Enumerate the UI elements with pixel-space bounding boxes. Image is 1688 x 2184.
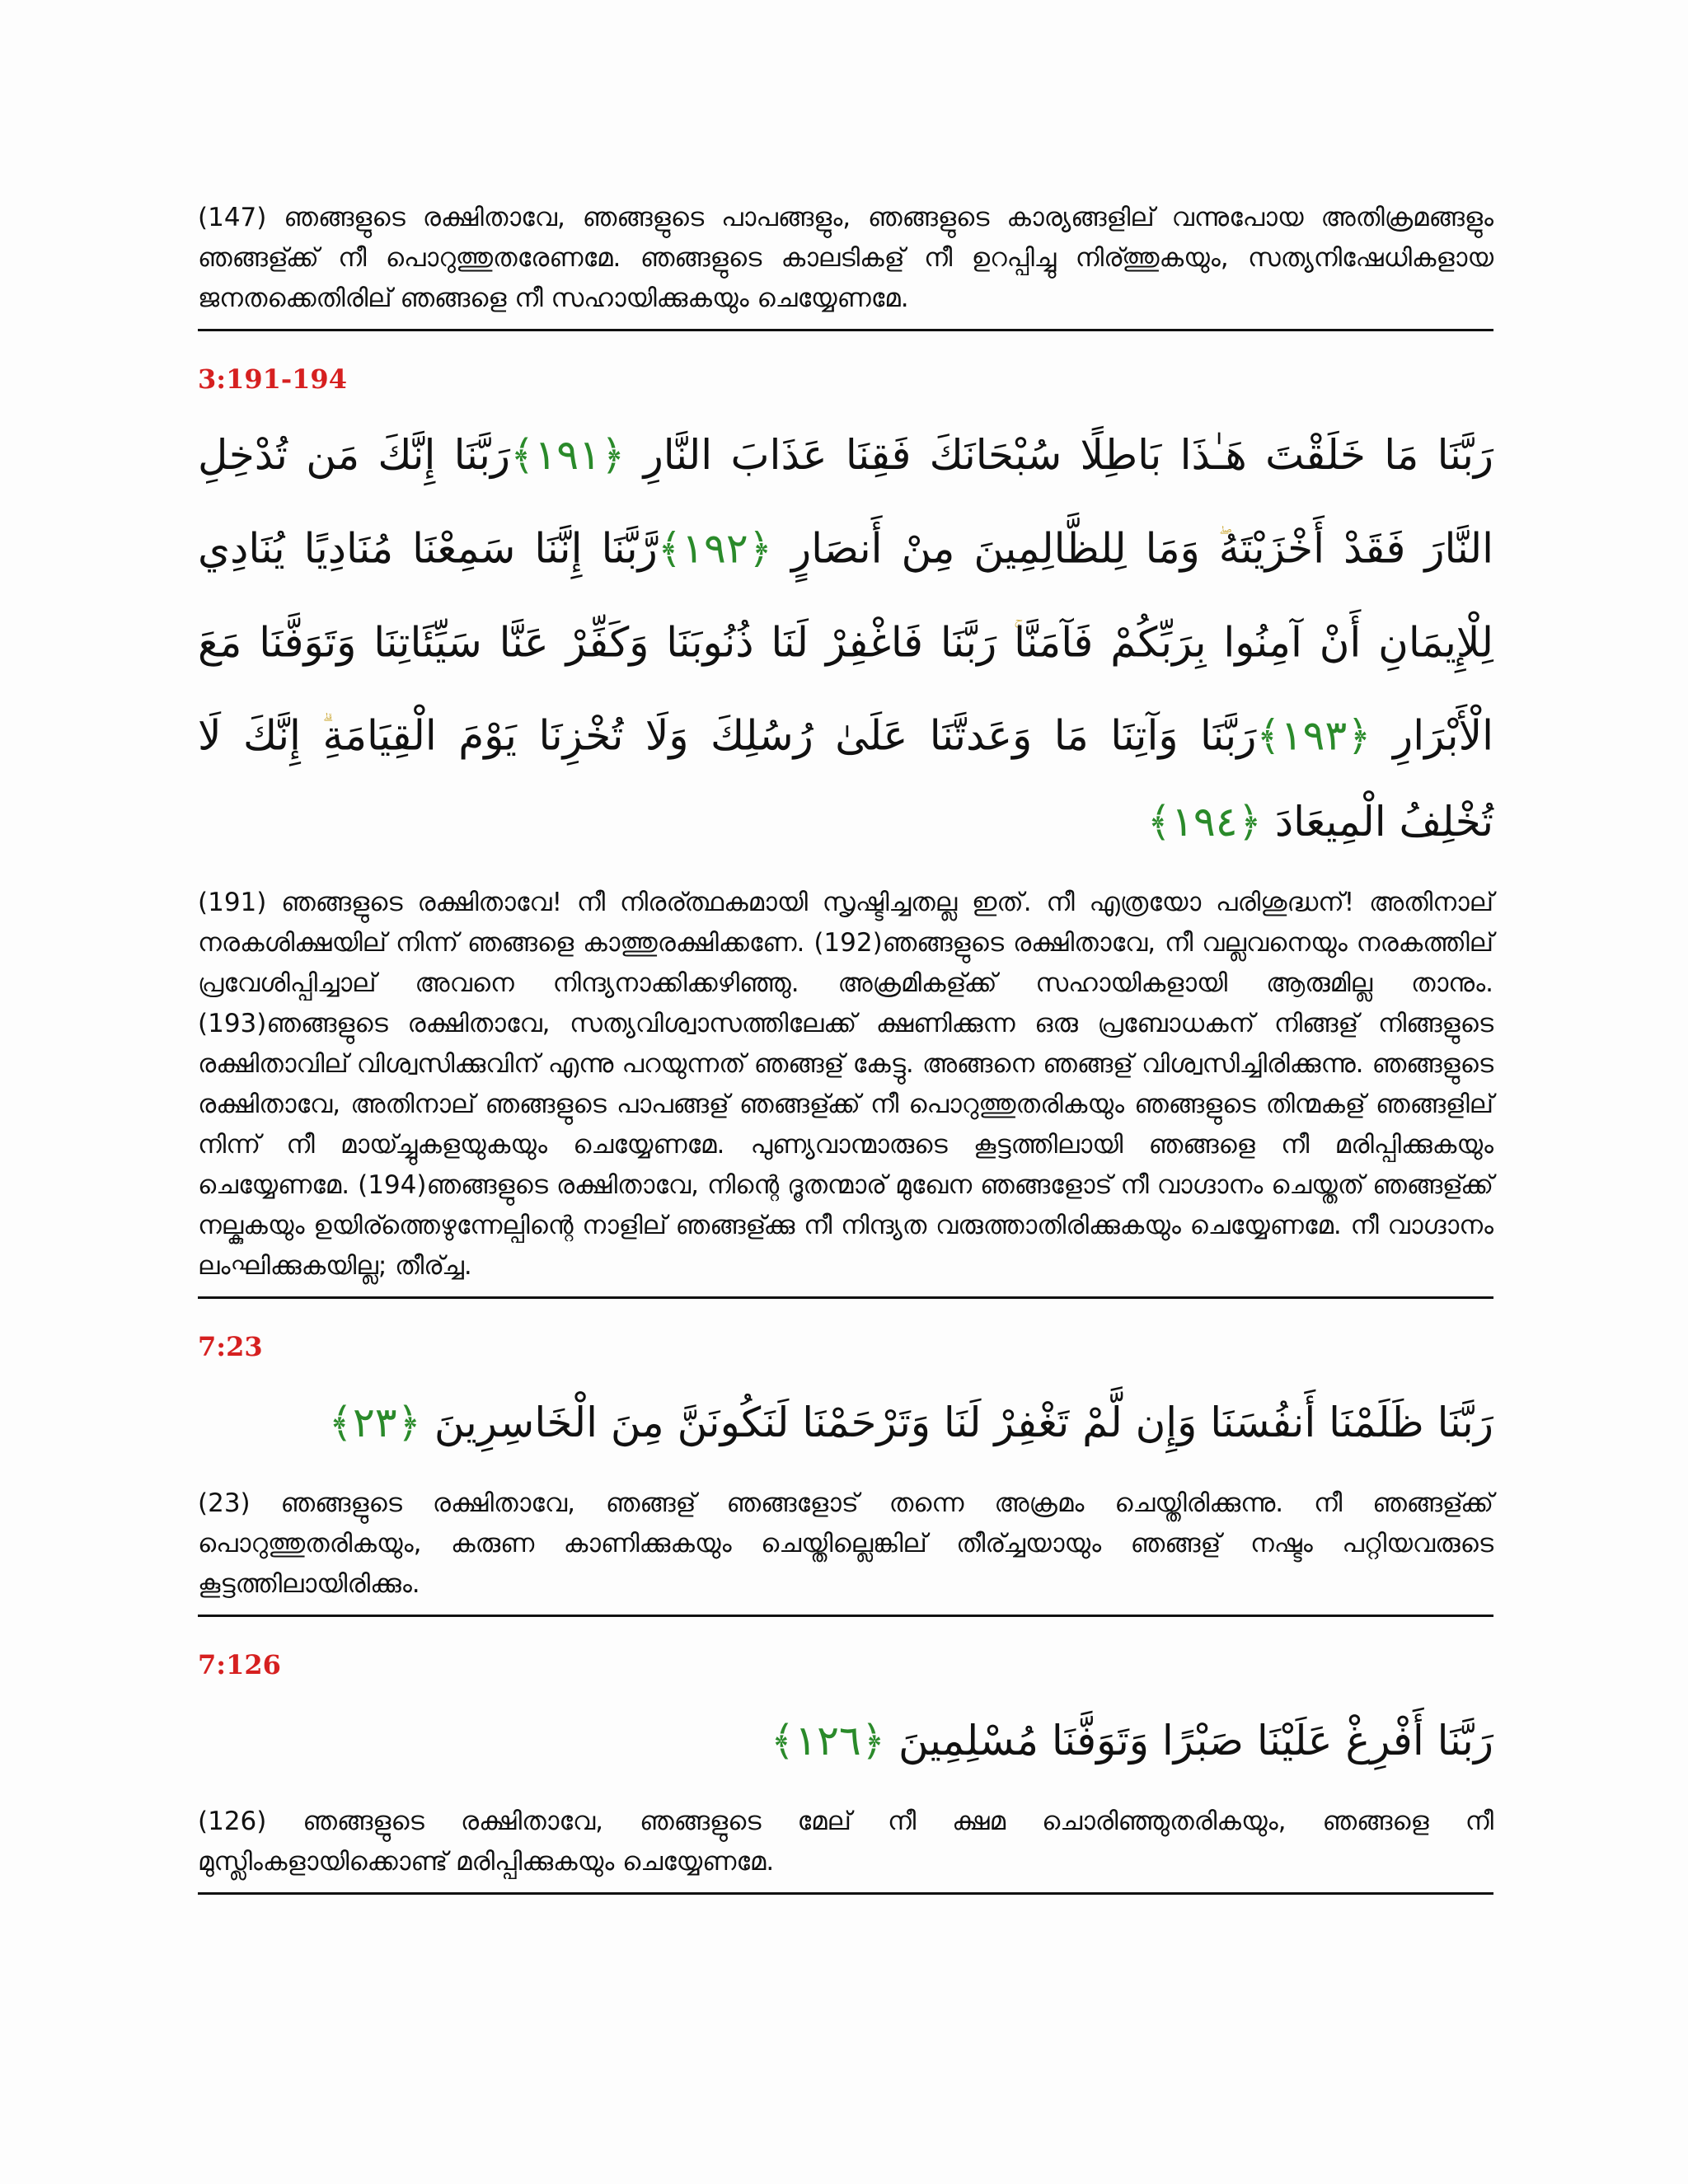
verse-reference: 3:191-194 xyxy=(198,363,347,395)
ayah-number-marker: ﴿١٩١﴾ xyxy=(510,431,626,479)
ayah-number-marker: ﴿١٩٢﴾ xyxy=(657,524,772,573)
ayah-number-marker: ﴿١٩٤﴾ xyxy=(1146,797,1262,846)
arabic-segment: وَمَا لِلظَّالِمِينَ مِنْ أَنصَارٍ xyxy=(790,524,1200,573)
ayah-number-marker: ﴿١٢٦﴾ xyxy=(770,1716,886,1765)
ayah-number-marker: ﴿١٩٣﴾ xyxy=(1256,711,1372,760)
section-divider xyxy=(198,1892,1493,1895)
arabic-segment: رَّبَّنَا إِنَّنَا سَمِعْنَا مُنَادِيًا يُنَادِي لِلْإِيمَانِ أَنْ آمِنُوا بِرَبِّكُمْ فَآمَنَّا xyxy=(198,524,1493,667)
section-divider xyxy=(198,1615,1493,1617)
arabic-segment: إِنَّكَ لَا تُخْلِفُ الْمِيعَادَ xyxy=(198,711,1493,846)
arabic-verse-text xyxy=(198,1380,1493,1465)
section-3-191-194 xyxy=(198,363,1493,1299)
arabic-segment: رَبَّنَا أَفْرِغْ عَلَيْنَا صَبْرًا وَتَوَفَّنَا مُسْلِمِينَ xyxy=(898,1716,1493,1765)
verse-reference: 7:23 xyxy=(198,1330,263,1362)
translation-126: (126) ഞങ്ങളുടെ രക്ഷിതാവേ, ഞങ്ങളുടെ മേല് നീ ക്ഷമ ചൊരിഞ്ഞുതരികയും, ഞങ്ങളെ നീ മുസ്ലിംകളായിക്കൊണ്ട് മരിപ്പിക്കുകയും ചെയ്യേണമേ. xyxy=(198,1806,1493,1877)
arabic-segment: رَبَّنَا وَآتِنَا مَا وَعَدتَّنَا عَلَىٰ رُسُلِكَ وَلَا تُخْزِنَا يَوْمَ الْقِيَامَةِ xyxy=(322,711,1257,760)
section-147 xyxy=(198,198,1493,331)
translation-191-194: (191) ഞങ്ങളുടെ രക്ഷിതാവേ! നീ നിരര്ത്ഥകമായി സൃഷ്ടിച്ചതല്ല ഇത്. നീ എത്രയോ പരിശുദ്ധന്! അതിനാല് നരകശിക്ഷയില് നിന്ന് ഞങ്ങളെ കാത്തുരക്ഷിക്കണേ. (192)ഞങ്ങളുടെ രക്ഷിതാവേ, നീ വല്ലവനെയും നരകത്തില് പ്രവേശിപ്പിച്ചാല് അവനെ നിന്ദ്യനാക്കിക്കഴിഞ്ഞു. അക്രമികള്ക്ക് സഹായികളായി ആരുമില്ല താനും. (193)ഞങ്ങളുടെ രക്ഷിതാവേ, സത്യവിശ്വാസത്തിലേക്ക് ക്ഷണിക്കുന്ന ഒരു പ്രബോധകന് നിങ്ങള് നിങ്ങളുടെ രക്ഷിതാവില് വിശ്വസിക്കുവിന് എന്നു പറയുന്നത് ഞങ്ങള് കേട്ടു. അങ്ങനെ ഞങ്ങള് വിശ്വസിച്ചിരിക്കുന്നു. ഞങ്ങളുടെ രക്ഷിതാവേ, അതിനാല് ഞങ്ങളുടെ പാപങ്ങള് ഞങ്ങള്ക്ക് നീ പൊറുത്തുതരികയും ഞങ്ങളുടെ തിന്മകള് ഞങ്ങളില് നിന്ന് നീ മായ്ച്ചുകളയുകയും ചെയ്യേണമേ. പുണ്യവാന്മാരുടെ കൂട്ടത്തിലായി ഞങ്ങളെ നീ മരിപ്പിക്കുകയും ചെയ്യേണമേ. (194)ഞങ്ങളുടെ രക്ഷിതാവേ, നിന്റെ ദൂതന്മാര് മുഖേന ഞങ്ങളോട് നീ വാഗ്ദാനം ചെയ്തത് ഞങ്ങള്ക്ക് നല്കുകയും ഉയിര്ത്തെഴുന്നേല്പിന്റെ നാളില് ഞങ്ങള്ക്കു നീ നിന്ദ്യത വരുത്താതിരിക്കുകയും ചെയ്യേണമേ. നീ വാഗ്ദാനം ലംഘിക്കുകയില്ല; തീര്ച്ച. xyxy=(198,887,1493,1281)
translation-23: (23) ഞങ്ങളുടെ രക്ഷിതാവേ, ഞങ്ങള് ഞങ്ങളോട് തന്നെ അക്രമം ചെയ്തിരിക്കുന്നു. നീ ഞങ്ങള്ക്ക് പൊറുത്തുതരികയും, കരുണ കാണിക്കുകയും ചെയ്തില്ലെങ്കില് തീര്ച്ചയായും ഞങ്ങള് നഷ്ടം പറ്റിയവരുടെ കൂട്ടത്തിലായിരിക്കും. xyxy=(198,1488,1493,1599)
arabic-verse-text xyxy=(198,412,1493,865)
section-divider xyxy=(198,329,1493,331)
ayah-number-marker: ﴿٢٣﴾ xyxy=(328,1398,421,1446)
section-7-23 xyxy=(198,1330,1493,1617)
arabic-segment: رَبَّنَا فَاغْفِرْ لَنَا ذُنُوبَنَا وَكَفِّرْ عَنَّا سَيِّئَاتِنَا وَتَوَفَّنَا مَعَ الْأَبْرَارِ xyxy=(198,618,1493,760)
arabic-segment: رَبَّنَا إِنَّكَ مَن تُدْخِلِ النَّارَ فَقَدْ أَخْزَيْتَهُ xyxy=(198,431,1493,573)
arabic-segment: رَبَّنَا ظَلَمْنَا أَنفُسَنَا وَإِن لَّمْ تَغْفِرْ لَنَا وَتَرْحَمْنَا لَنَكُونَنَّ مِنَ الْخَاسِرِينَ xyxy=(434,1398,1493,1446)
document-page xyxy=(198,198,1493,1895)
section-7-126 xyxy=(198,1648,1493,1895)
arabic-verse-text xyxy=(198,1698,1493,1783)
translation-147: (147) ഞങ്ങളുടെ രക്ഷിതാവേ, ഞങ്ങളുടെ പാപങ്ങളും, ഞങ്ങളുടെ കാര്യങ്ങളില് വന്നുപോയ അതിക്രമങ്ങളും ഞങ്ങള്ക്ക് നീ പൊറുത്തുതരേണമേ. ഞങ്ങളുടെ കാലടികള് നീ ഉറപ്പിച്ചു നിര്ത്തുകയും, സത്യനിഷേധികളായ ജനതക്കെതിരില് ഞങ്ങളെ നീ സഹായിക്കുകയും ചെയ്യേണമേ. xyxy=(198,203,1493,313)
arabic-segment: رَبَّنَا مَا خَلَقْتَ هَـٰذَا بَاطِلًا سُبْحَانَكَ فَقِنَا عَذَابَ النَّارِ xyxy=(643,431,1494,479)
verse-reference: 7:126 xyxy=(198,1648,281,1680)
section-divider xyxy=(198,1296,1493,1299)
